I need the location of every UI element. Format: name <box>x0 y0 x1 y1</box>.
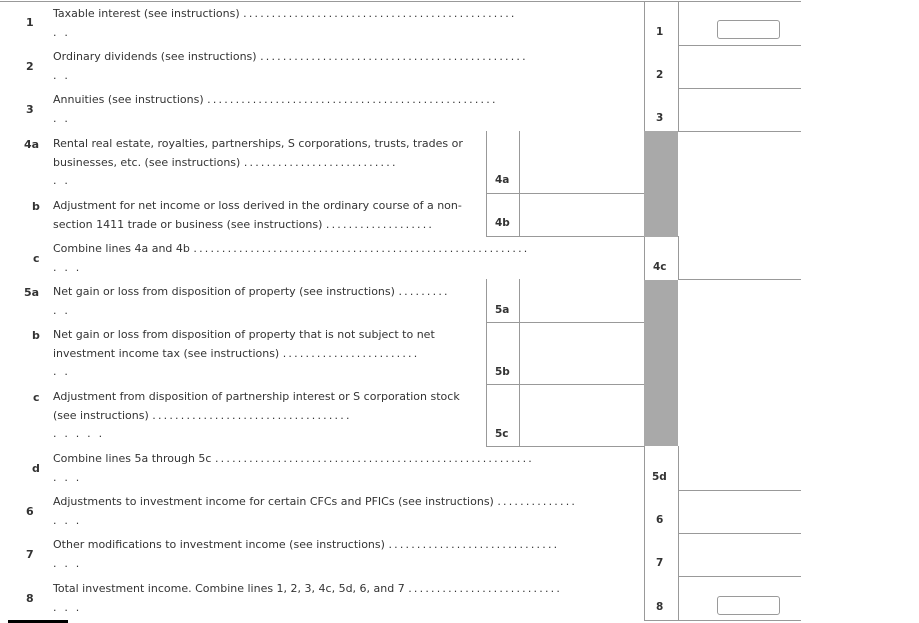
leader-dots: . . . <box>53 513 82 527</box>
vrule-col-box <box>644 1 645 132</box>
line-text: Taxable interest (see instructions) <box>53 7 240 20</box>
line-number: 7 <box>26 548 34 561</box>
rule-2 <box>678 88 801 89</box>
box-number: 2 <box>656 69 664 81</box>
box-number: 5c <box>495 428 509 440</box>
leader-dots: . . <box>53 365 71 378</box>
line-number: b <box>32 329 40 342</box>
vrule-col-amount-2 <box>678 236 679 280</box>
line-number: 8 <box>26 592 34 605</box>
line-number: 1 <box>26 16 34 29</box>
box-number: 6 <box>656 514 664 526</box>
leader-dots: ................................................ <box>243 7 517 20</box>
rule-5d <box>678 490 801 491</box>
leader-dots: ........................... <box>408 582 563 595</box>
box-number: 5b <box>495 366 510 378</box>
leader-dots: . . . <box>53 470 82 484</box>
line-description <box>53 240 530 277</box>
rule-5c <box>486 446 644 447</box>
rule-5b <box>486 384 644 385</box>
line-1-amount-input[interactable] <box>717 20 780 39</box>
vrule-sub-mid-4 <box>519 131 520 237</box>
shaded-block-4 <box>644 131 678 237</box>
leader-dots: ................................................... <box>207 93 498 106</box>
line-text: Ordinary dividends (see instructions) <box>53 50 257 63</box>
leader-dots: . . <box>53 25 71 39</box>
leader-dots: . . <box>53 303 71 317</box>
vrule-sub-left-4 <box>486 131 487 237</box>
line-text-cont: section 1411 trade or business (see instructions) <box>53 217 323 231</box>
rule-3 <box>678 131 801 132</box>
rule-6 <box>678 533 801 534</box>
line-number: c <box>33 252 40 265</box>
vrule-col-amount-3 <box>678 446 679 621</box>
line-number: 6 <box>26 505 34 518</box>
box-number: 7 <box>656 557 664 569</box>
rule-7 <box>678 576 801 577</box>
box-number: 5a <box>495 304 510 316</box>
line-description <box>53 326 435 382</box>
line-text-cont: investment income tax (see instructions) <box>53 346 280 360</box>
line-text: Combine lines 4a and 4b <box>53 242 190 255</box>
line-description <box>53 48 528 85</box>
leader-dots: ........................... <box>243 155 398 169</box>
line-text: Net gain or loss from disposition of property that is not subject to net <box>53 328 435 341</box>
shaded-block-5 <box>644 280 678 446</box>
leader-dots: ................................... <box>152 408 352 422</box>
box-number: 5d <box>652 471 667 483</box>
rule-top <box>0 1 801 2</box>
box-number: 4c <box>653 261 667 273</box>
line-description <box>53 388 460 444</box>
vrule-sub-mid-5 <box>519 279 520 447</box>
leader-dots: ........................................................ <box>214 452 534 465</box>
leader-dots: .............. <box>497 495 578 508</box>
rule-4b <box>486 236 644 237</box>
leader-dots: ................... <box>325 217 435 231</box>
rule-4c <box>678 279 801 280</box>
line-description <box>53 135 463 191</box>
leader-dots: ........................ <box>282 346 420 360</box>
leader-dots: ............................................... <box>260 50 528 63</box>
line-number: 5a <box>24 286 40 299</box>
leader-dots: . . . <box>53 556 82 570</box>
line-number: d <box>32 462 40 475</box>
leader-dots: . . . <box>53 260 82 274</box>
line-description <box>53 5 517 42</box>
box-number: 4a <box>495 174 510 186</box>
line-description <box>53 91 498 128</box>
line-8-amount-input[interactable] <box>717 596 780 615</box>
line-description <box>53 450 534 487</box>
line-text: Total investment income. Combine lines 1, 2, 3, 4c, 5d, 6, and 7 <box>53 582 405 595</box>
box-number: 4b <box>495 217 510 229</box>
box-number: 8 <box>656 601 664 613</box>
leader-dots: . . . . . <box>53 427 105 440</box>
leader-dots: . . <box>53 174 71 187</box>
line-text: Adjustment from disposition of partnership interest or S corporation stock <box>53 390 460 403</box>
rule-bottom <box>644 620 801 621</box>
box-number: 1 <box>656 26 664 38</box>
rule-5a <box>486 322 644 323</box>
line-text: Adjustments to investment income for certain CFCs and PFICs (see instructions) <box>53 495 494 508</box>
line-text-cont: (see instructions) <box>53 408 149 422</box>
line-description <box>53 197 462 234</box>
vrule-col-box-3 <box>644 446 645 621</box>
line-text: Combine lines 5a through 5c <box>53 452 212 465</box>
line-text: Annuities (see instructions) <box>53 93 204 106</box>
leader-dots: .............................. <box>388 538 560 551</box>
line-text: Other modifications to investment income (see instructions) <box>53 538 385 551</box>
leader-dots: . . . <box>53 600 82 614</box>
box-number: 3 <box>656 112 664 124</box>
line-description <box>53 536 559 573</box>
line-description <box>53 283 450 320</box>
leader-dots: . . <box>53 68 71 82</box>
line-number: c <box>33 391 40 404</box>
line-text: Rental real estate, royalties, partnerships, S corporations, trusts, trades or <box>53 137 463 150</box>
line-text: Adjustment for net income or loss derived in the ordinary course of a non- <box>53 199 462 212</box>
leader-dots: ......... <box>398 285 450 298</box>
line-description <box>53 493 577 530</box>
rule-4a <box>486 193 644 194</box>
line-text: Net gain or loss from disposition of property (see instructions) <box>53 285 395 298</box>
line-text-cont: businesses, etc. (see instructions) <box>53 155 241 169</box>
vrule-col-amount <box>678 1 679 132</box>
rule-1 <box>678 45 801 46</box>
line-number: 3 <box>26 103 34 116</box>
leader-dots: . . <box>53 111 71 125</box>
line-number: 2 <box>26 60 34 73</box>
leader-dots: ........................................................... <box>193 242 530 255</box>
vrule-sub-left-5 <box>486 279 487 447</box>
vrule-col-box-2 <box>644 236 645 280</box>
line-number: b <box>32 200 40 213</box>
line-description <box>53 580 562 617</box>
line-number: 4a <box>24 138 40 151</box>
